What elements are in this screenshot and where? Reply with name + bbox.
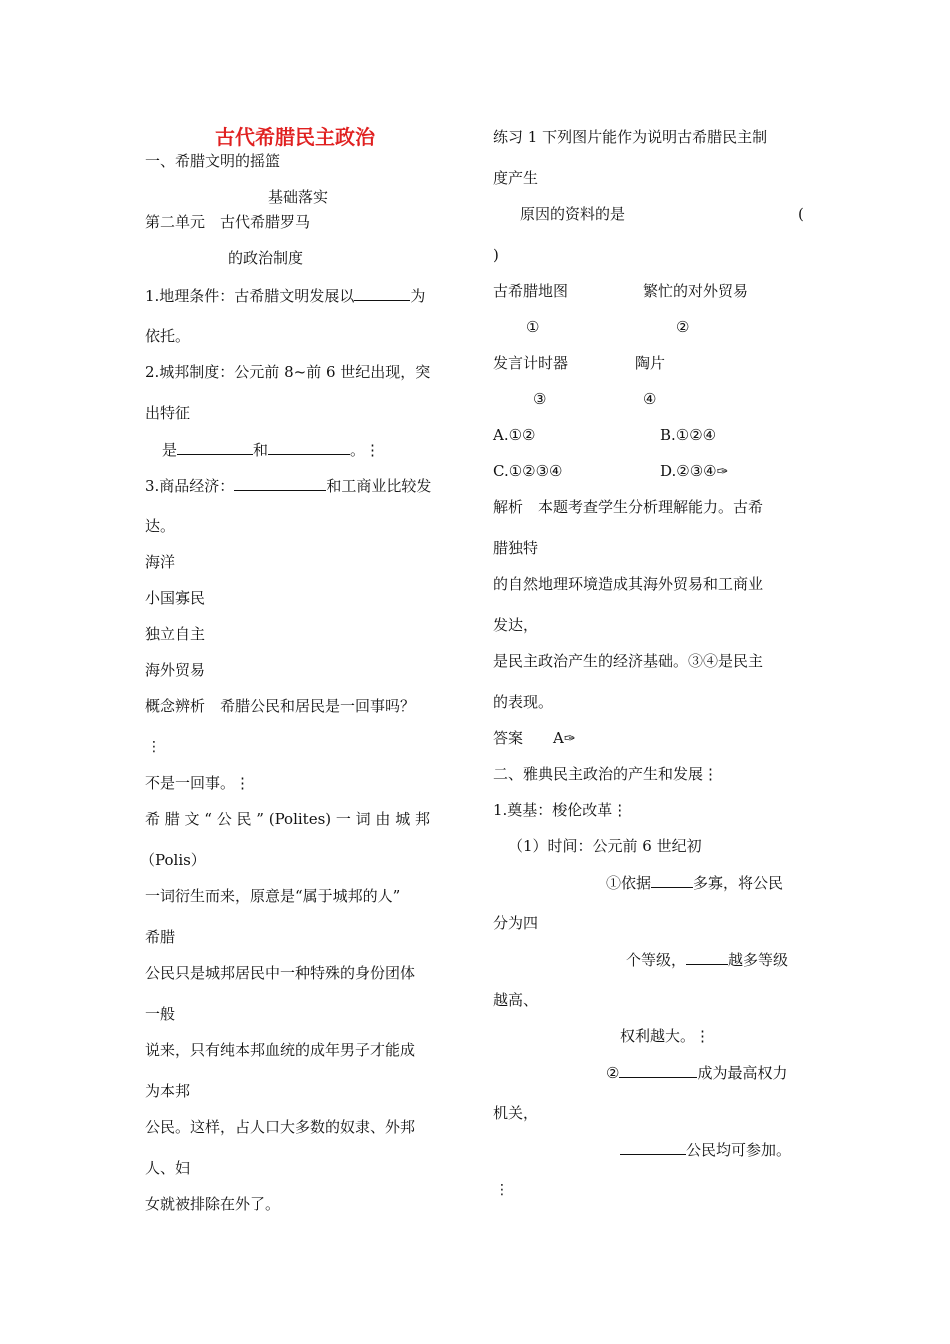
text-line: 越高、 — [493, 991, 539, 1009]
text-line: 不是一回事。⋮ — [145, 774, 251, 792]
option-d-text: D.②③④ — [660, 462, 717, 480]
text-line: 机关， — [493, 1104, 539, 1122]
question-line — [620, 1139, 791, 1160]
pen-icon: ✑ — [716, 464, 729, 480]
answer-blank — [651, 872, 693, 888]
answer-blank — [234, 475, 326, 491]
picture-label-3: 发言计时器 — [493, 354, 569, 372]
answer-word: 海外贸易 — [145, 661, 206, 679]
question-text: ② — [606, 1064, 620, 1082]
ellipsis-mark: ⋮ — [147, 739, 161, 755]
option-b: B.①②④ — [660, 426, 717, 444]
answer-word: 小国寡民 — [145, 589, 206, 607]
answer-word: 海洋 — [145, 553, 176, 571]
text-line: 公民。这样，占人口大多数的奴隶、外邦 — [145, 1118, 416, 1136]
text-line: 发达， — [493, 616, 539, 634]
picture-number-4: ④ — [643, 390, 657, 408]
question-text: 为 — [410, 287, 426, 305]
question-text: 是 — [162, 441, 178, 459]
picture-label-2: 繁忙的对外贸易 — [643, 282, 749, 300]
question-text: 和 — [253, 441, 269, 459]
text-line: 的自然地理环境造成其海外贸易和工商业 — [493, 575, 764, 593]
picture-label-1: 古希腊地图 — [493, 282, 569, 300]
answer-blank — [686, 949, 728, 965]
question-text: 越多等级 — [728, 951, 789, 969]
text-line: 希 腊 文 “ 公 民 ” (Polites) 一 词 由 城 邦 — [145, 810, 430, 828]
text-line: （Polis） — [140, 851, 206, 869]
option-a: A.①② — [493, 426, 536, 444]
text-line: 说来，只有纯本邦血统的成年男子才能成 — [145, 1041, 416, 1059]
question-text: 个等级， — [626, 951, 687, 969]
analysis-line: 解析 本题考查学生分析理解能力。古希 — [493, 498, 764, 516]
question-text: ①依据 — [606, 874, 652, 892]
question-text: 3.商品经济： — [145, 477, 235, 495]
text-line: 权利越大。⋮ — [620, 1027, 711, 1045]
bracket-close: ) — [493, 246, 499, 264]
answer-line — [493, 728, 576, 749]
text-line: 第二单元 古代希腊罗马 — [145, 213, 311, 231]
bracket-open: ( — [798, 205, 804, 223]
text-line: 的政治制度 — [228, 249, 304, 267]
section-heading: 二、雅典民主政治的产生和发展⋮ — [493, 765, 719, 783]
text-line: 为本邦 — [145, 1082, 191, 1100]
exercise-question: 练习 1 下列图片能作为说明古希腊民主制 — [493, 128, 768, 146]
question-text: 多寡，将公民 — [693, 874, 784, 892]
answer-text: 答案 A — [493, 729, 564, 747]
question-text: 。⋮ — [350, 441, 381, 459]
picture-number-3: ③ — [533, 390, 547, 408]
answer-word: 独立自主 — [145, 625, 206, 643]
question-line — [162, 439, 380, 460]
answer-blank — [354, 285, 410, 301]
answer-blank — [268, 439, 350, 455]
text-line: 原因的资料的是 — [520, 205, 626, 223]
text-line: （1）时间：公元前 6 世纪初 — [508, 837, 702, 855]
question-line — [606, 1062, 787, 1083]
text-line: 达。 — [145, 517, 176, 535]
question-text: 和工商业比较发 — [326, 477, 432, 495]
text-line: 人、妇 — [145, 1159, 191, 1177]
text-line: 一词衍生而来，原意是“属于城邦的人” — [145, 887, 401, 905]
question-line — [606, 872, 783, 893]
pen-icon: ✑ — [563, 731, 576, 747]
option-d — [660, 461, 728, 482]
picture-number-1: ① — [526, 318, 540, 336]
question-text: 公民均可参加。 — [686, 1141, 792, 1159]
text-line: 依托。 — [145, 327, 191, 345]
text-line: 是民主政治产生的经济基础。③④是民主 — [493, 652, 764, 670]
question-text: 1.地理条件：古希腊文明发展以 — [145, 287, 355, 305]
sub-heading: 基础落实 — [268, 188, 329, 206]
question-line: 2.城邦制度：公元前 8~前 6 世纪出现，突 — [145, 363, 431, 381]
section-heading: 一、希腊文明的摇篮 — [145, 152, 281, 170]
ellipsis-mark: ⋮ — [495, 1182, 509, 1198]
answer-blank — [620, 1139, 686, 1155]
answer-blank — [177, 439, 253, 455]
text-line: 出特征 — [145, 404, 191, 422]
text-line: 女就被排除在外了。 — [145, 1195, 281, 1213]
text-line: 一般 — [145, 1005, 176, 1023]
picture-label-4: 陶片 — [635, 354, 666, 372]
page-title: 古代希腊民主政治 — [215, 125, 375, 149]
question-line — [145, 475, 431, 496]
text-line: 1.奠基：梭伦改革⋮ — [493, 801, 628, 819]
picture-number-2: ② — [676, 318, 690, 336]
option-c: C.①②③④ — [493, 462, 563, 480]
text-line: 腊独特 — [493, 539, 539, 557]
question-text: 成为最高权力 — [697, 1064, 788, 1082]
question-line — [145, 285, 425, 306]
concept-question: 概念辨析 希腊公民和居民是一回事吗？ — [145, 697, 416, 715]
text-line: 分为四 — [493, 914, 539, 932]
text-line: 的表现。 — [493, 693, 554, 711]
text-line: 度产生 — [493, 169, 539, 187]
answer-blank — [619, 1062, 697, 1078]
question-line — [626, 949, 788, 970]
text-line: 公民只是城邦居民中一种特殊的身份团体 — [145, 964, 416, 982]
text-line: 希腊 — [145, 928, 176, 946]
